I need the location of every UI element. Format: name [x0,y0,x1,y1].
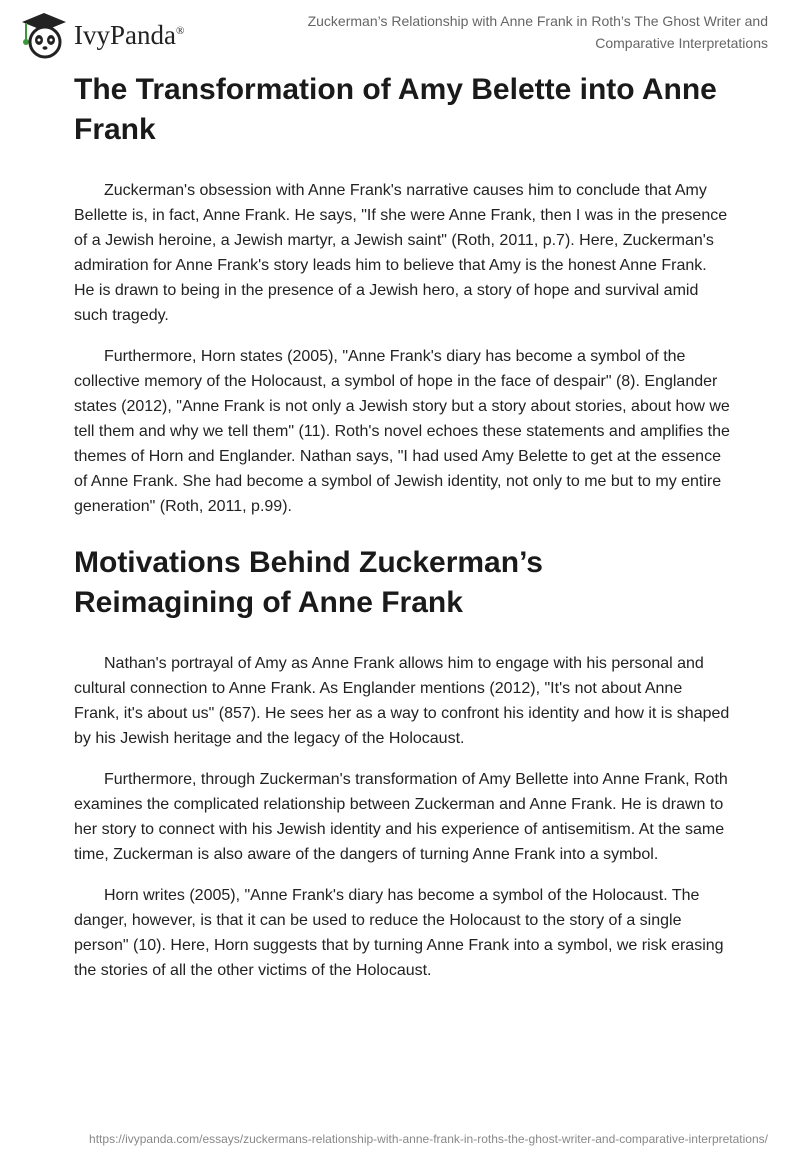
logo-text: IvyPanda® [74,19,185,50]
paragraph: Furthermore, through Zuckerman's transformation of Amy Bellette into Anne Frank, Roth examines the complicated relationship between Zuckerman and Anne Frank. He is drawn to her story to connect with his Jewish identity and his experience of antisemitism. At the same time, Zuckerman is also aware of the dangers of turning Anne Frank into a symbol. [74,771,728,863]
section-heading: The Transformation of Amy Belette into Anne Frank [74,73,717,146]
section-heading: Motivations Behind Zuckerman’s Reimagining of Anne Frank [74,546,543,619]
running-title: Zuckerman’s Relationship with Anne Frank in Roth’s The Ghost Writer and Comparative Interpretations [307,13,768,51]
paragraph: Nathan's portrayal of Amy as Anne Frank allows him to engage with his personal and cultural connection to Anne Frank. As Englander mentions (2012), "It's not about Anne Frank, it's about us" (857). He sees her as a way to confront his identity and how it is shaped by his Jewish heritage and the legacy of the Holocaust. [74,655,730,747]
source-url[interactable]: https://ivypanda.com/essays/zuckermans-relationship-with-anne-frank-in-roths-the-ghost-writer-and-comparative-interpretations/ [89,1132,768,1146]
article-body [74,70,730,999]
paragraph: Horn writes (2005), "Anne Frank's diary has become a symbol of the Holocaust. The danger, however, is that it can be used to reduce the Holocaust to the story of a single person" (10). Here, Horn suggests that by turning Anne Frank into a symbol, we risk erasing the stories of all the other victims of the Holocaust. [74,887,724,979]
paragraph: Furthermore, Horn states (2005), "Anne Frank's diary has become a symbol of the collective memory of the Holocaust, a symbol of hope in the face of despair" (8). Englander states (2012), "Anne Frank is not only a Jewish story but a story about stories, about how we tell them and why we tell them" (11). Roth's novel echoes these statements and amplifies the themes of Horn and Englander. Nathan says, "I had used Amy Belette to get at the essence of Anne Frank. She had become a symbol of Jewish identity, not only to me but to my entire generation" (Roth, 2011, p.99). [74,348,730,515]
ivypanda-logo[interactable] [18,10,184,60]
panda-graduate-icon [18,10,70,60]
paragraph: Zuckerman's obsession with Anne Frank's narrative causes him to conclude that Amy Bellette is, in fact, Anne Frank. He says, "If she were Anne Frank, then I was in the presence of a Jewish heroine, a Jewish martyr, a Jewish saint" (Roth, 2011, p.7). Here, Zuckerman's admiration for Anne Frank's story leads him to believe that Amy is the honest Anne Frank. He is drawn to being in the presence of a Jewish hero, a story of hope and survival amid such tragedy. [74,182,728,324]
